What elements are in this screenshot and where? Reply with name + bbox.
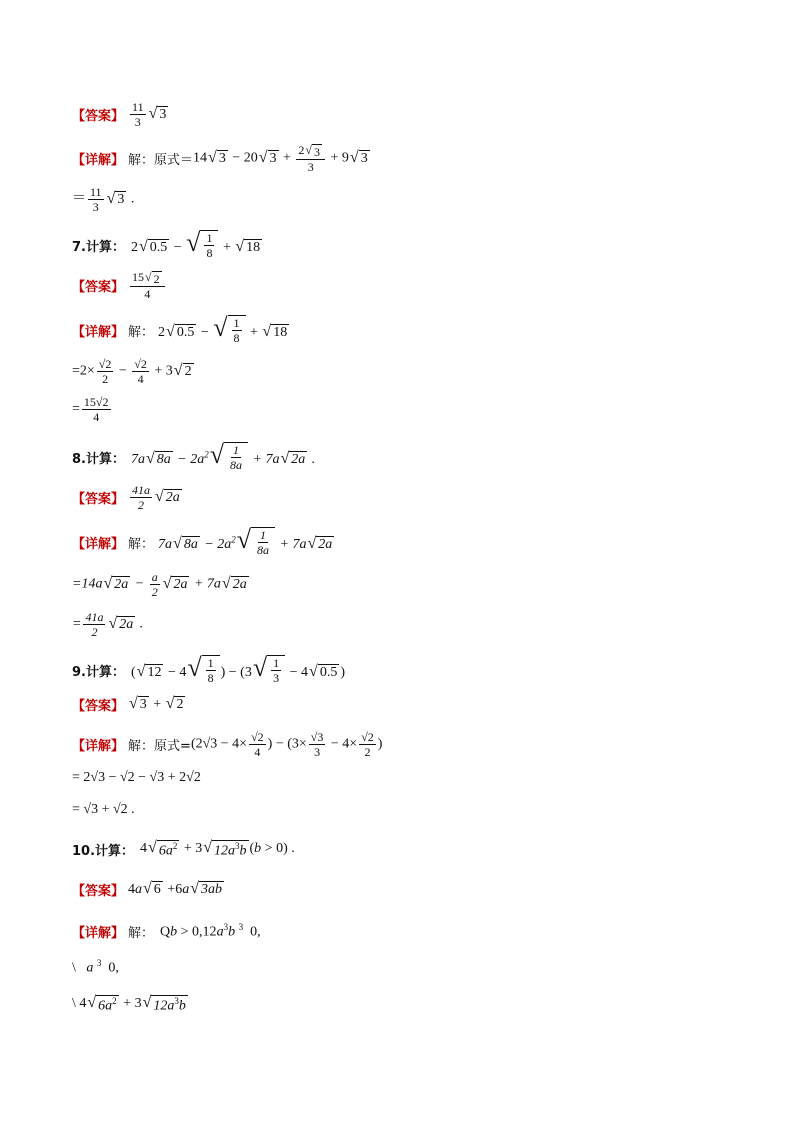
answer-7-expr: 15 √ 2 4	[128, 270, 167, 301]
detail-8c	[72, 610, 143, 639]
detail-8b	[72, 570, 250, 599]
detail-expr: 14 √ 3 − 20 √ 3 + 2 √ 3 3 + 9 √ 3	[193, 143, 368, 174]
detail-9b	[72, 770, 201, 786]
detail-tag: 【详解】	[72, 153, 125, 168]
problem-7-expr: 2 √ 0.5 − √ $\frac{1}{8}$ + √ 18	[130, 228, 261, 260]
detail-7c-expr: = $\frac{15√2}{4}$	[72, 395, 109, 424]
problem-7	[72, 230, 263, 260]
jie-label: 解：	[128, 153, 155, 168]
detail-tag: 【详解】	[72, 324, 125, 340]
jie-label: 解：	[128, 739, 155, 754]
detail-line-10	[72, 922, 261, 941]
jie-label: 解：	[128, 926, 155, 941]
problem-9	[72, 655, 345, 685]
answer-tag: 【答案】	[72, 109, 125, 124]
result-line-6	[72, 185, 134, 214]
detail-8b-expr: =14a √ 2a − $\frac{a}{2}$ √ 2a + 7a √ 2a	[72, 570, 247, 599]
answer-line-9	[72, 695, 186, 714]
problem-10	[72, 840, 295, 860]
detail-tag: 【详解】	[72, 739, 125, 754]
detail-8c-expr: = $\frac{41a}{2}$ √ 2a .	[72, 610, 144, 639]
detail-10c	[72, 995, 189, 1015]
jie-label: 解：	[128, 536, 155, 552]
detail-line-6	[72, 143, 371, 174]
detail-line-9	[72, 730, 382, 759]
problem-8-label: 8.计算：	[72, 451, 125, 467]
answer-8-expr: $\frac{41a}{2}$ √ 2a	[132, 483, 180, 512]
answer-tag: 【答案】	[72, 699, 125, 714]
jie-label: 解：	[128, 324, 155, 340]
detail-9c-expr: = √3 + √2 .	[72, 802, 135, 817]
problem-9-expr: ( √ 12 − 4 √ $\frac{1}{8}$ ) − (3 √ $\frac{1}{3}$ − 4 √ 0.5 )	[130, 653, 345, 685]
detail-tag: 【详解】	[72, 536, 125, 552]
problem-10-label: 10.计算：	[72, 844, 135, 860]
problem-10-expr: 4 √ $6a^2$ + 3 √ $12a^3b$ (b > 0) .	[140, 839, 295, 859]
answer-line-10	[72, 880, 225, 899]
detail-10b	[72, 958, 119, 977]
answer-tag: 【答案】	[72, 884, 125, 899]
result-expr: ＝ $\frac{11}{3}$ √ 3 .	[72, 185, 135, 214]
problem-8	[72, 442, 315, 472]
detail-9c	[72, 802, 135, 818]
detail-9-expr: (2√3 − 4× $\frac{√2}{4}$ ) − (3× $\frac{√3}{3}$ − 4× $\frac{√2}{2}$ )	[190, 730, 383, 759]
answer-line-8	[72, 483, 183, 512]
problem-7-label: 7.计算：	[72, 239, 125, 255]
detail-7-expr: 2 √ 0.5 − √ $\frac{1}{8}$ + √ 18	[158, 313, 288, 345]
detail-tag: 【详解】	[72, 926, 125, 941]
detail-10b-expr: \ a $^3$ 0,	[72, 958, 119, 976]
answer-line-7	[72, 270, 167, 301]
problem-8-expr: 7a √ 8a − $2a^2$ √ $\frac{1}{8a}$ + 7a √ 2a .	[130, 440, 316, 472]
detail-7b-expr: =2× $\frac{√2}{2}$ − $\frac{√2}{4}$ + 3 √ 2	[72, 357, 192, 386]
answer-tag: 【答案】	[72, 280, 125, 295]
answer-10-expr: 4a √ 6 +6a √ 3ab	[128, 880, 222, 897]
detail-9b-expr: = 2√3 − √2 − √3 + 2√2	[72, 770, 201, 785]
answer-expr: $\frac{11}{3}$ √ 3	[132, 100, 167, 129]
detail-7b	[72, 357, 195, 386]
detail-8-expr: 7a √ 8a − $2a^2$ √ $\frac{1}{8a}$ + 7a √ 2a	[158, 525, 333, 557]
answer-line-6	[72, 100, 169, 129]
detail-line-8	[72, 527, 335, 557]
answer-9-expr: √ 3 + √ 2	[129, 695, 184, 712]
detail-10c-expr: \ 4 √ $6a^2$ + 3 √ $12a^3b$	[72, 994, 186, 1014]
yuanshi-label: 原式=	[154, 739, 191, 754]
answer-tag: 【答案】	[72, 492, 125, 507]
detail-7c	[72, 395, 113, 424]
yuanshi-label: 原式＝	[154, 153, 194, 168]
problem-9-label: 9.计算：	[72, 664, 125, 680]
detail-line-7	[72, 315, 290, 345]
detail-10-expr: $Qb > 0,12a^3b$ $^3$ 0,	[160, 922, 261, 940]
